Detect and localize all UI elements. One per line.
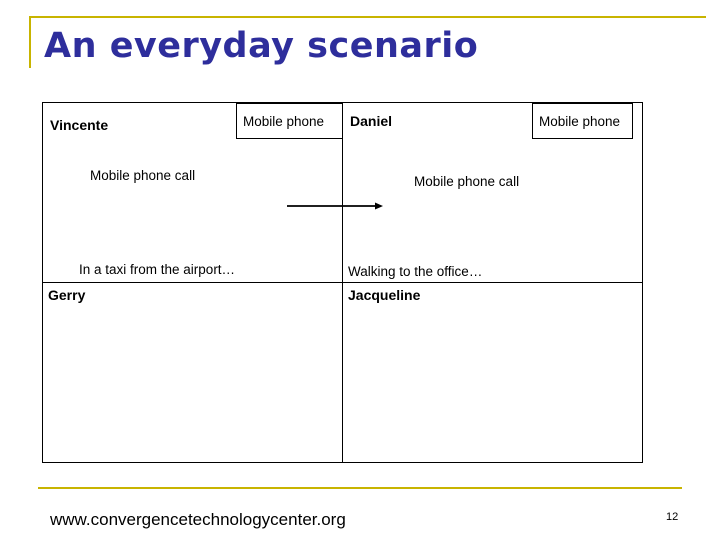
- device-label-right: Mobile phone: [532, 103, 633, 139]
- person-name-daniel: Daniel: [350, 113, 393, 129]
- footer-url[interactable]: www.convergencetechnologycenter.org: [50, 510, 346, 529]
- context-label-right: Walking to the office…: [348, 264, 483, 279]
- page-number: 12: [666, 511, 679, 523]
- person-name-jacqueline: Jacqueline: [348, 287, 421, 303]
- panel-bottom-left: [42, 282, 343, 463]
- top-accent-line: [30, 16, 706, 18]
- slide-title: An everyday scenario: [44, 26, 479, 66]
- person-name-vincente: Vincente: [50, 117, 109, 133]
- call-label-right: Mobile phone call: [414, 174, 520, 189]
- call-arrow-icon: [287, 202, 383, 210]
- footer-accent-line: [38, 487, 682, 489]
- left-accent-line: [29, 16, 31, 68]
- panel-bottom-right: [342, 282, 643, 463]
- call-label-left: Mobile phone call: [90, 168, 196, 183]
- person-name-gerry: Gerry: [48, 287, 86, 303]
- context-label-left: In a taxi from the airport…: [79, 262, 236, 277]
- device-label-left: Mobile phone: [236, 103, 343, 139]
